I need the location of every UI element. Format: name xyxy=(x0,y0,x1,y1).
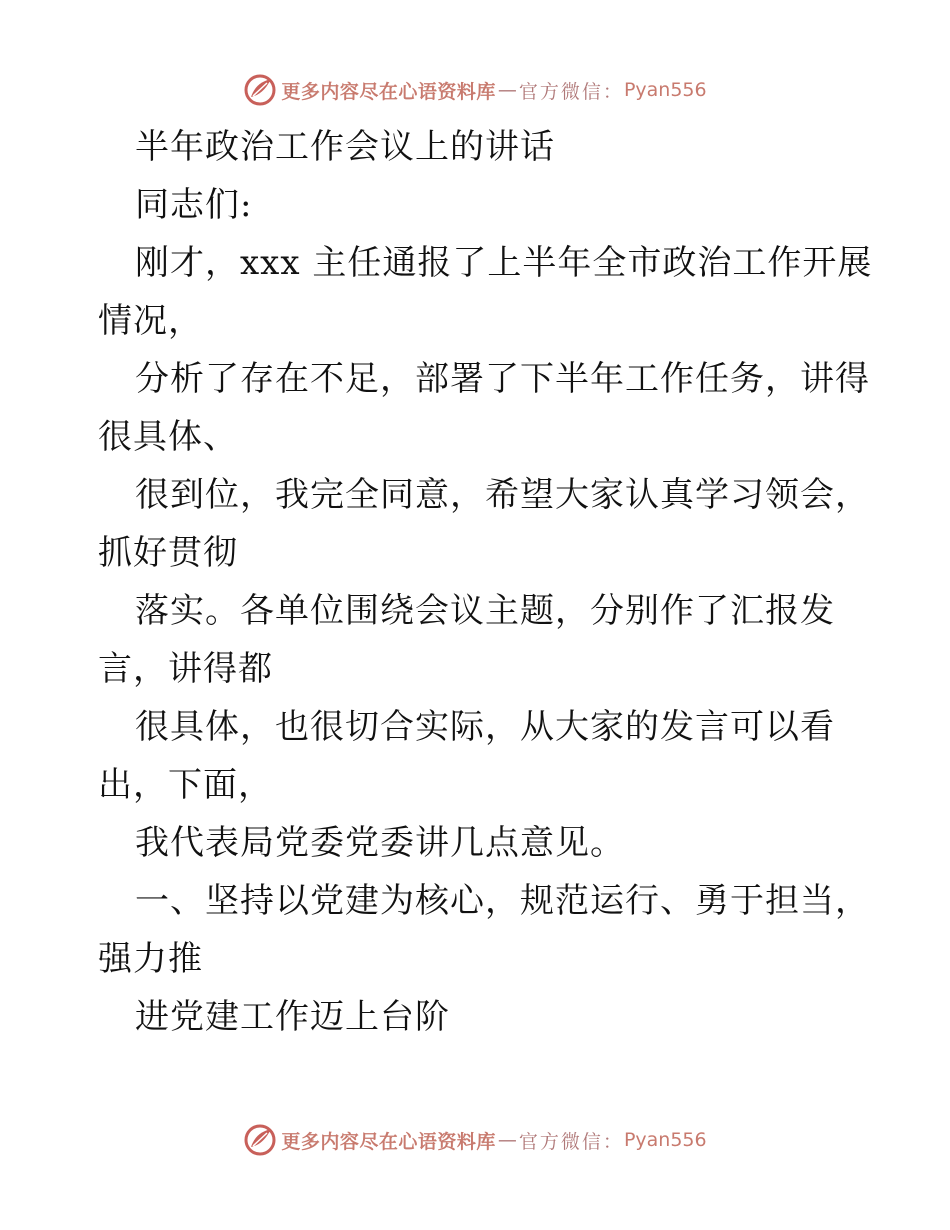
body-line: 很具体，也很切合实际，从大家的发言可以看 xyxy=(135,707,835,747)
body-line: 落实。各单位围绕会议主题，分别作了汇报发 xyxy=(135,591,835,631)
section-heading-continued: 强力推 xyxy=(98,939,203,979)
leaf-logo-icon xyxy=(243,1123,277,1157)
banner-wechat-label: 官方微信： xyxy=(518,80,624,103)
banner-wechat-id: Pyan556 xyxy=(623,1129,707,1151)
section-heading-continued: 进党建工作迈上台阶 xyxy=(135,997,450,1037)
banner-dash: — xyxy=(497,79,517,101)
banner-wechat-id: Pyan556 xyxy=(623,79,707,101)
document-title: 半年政治工作会议上的讲话 xyxy=(135,127,555,167)
body-line: 出，下面， xyxy=(98,765,273,805)
body-line: 分析了存在不足，部署了下半年工作任务，讲得 xyxy=(135,359,870,399)
footer-banner xyxy=(0,1120,950,1160)
header-banner xyxy=(0,70,950,110)
body-line: 很具体、 xyxy=(98,417,238,457)
body-line: 情况， xyxy=(98,301,203,341)
salutation: 同志们: xyxy=(135,185,253,225)
section-heading: 一、坚持以党建为核心，规范运行、勇于担当， xyxy=(135,881,870,921)
body-line: 抓好贯彻 xyxy=(98,533,238,573)
body-line: 我代表局党委党委讲几点意见。 xyxy=(135,823,625,863)
body-line: 刚才，xxx 主任通报了上半年全市政治工作开展 xyxy=(135,243,873,283)
banner-dash: — xyxy=(497,1129,517,1151)
banner-wechat-label: 官方微信： xyxy=(518,1130,624,1153)
banner-main-text: 更多内容尽在心语资料库 xyxy=(281,80,496,103)
body-line: 言，讲得都 xyxy=(98,649,273,689)
banner-main-text: 更多内容尽在心语资料库 xyxy=(281,1130,496,1153)
document-body xyxy=(98,118,873,1046)
body-line: 很到位，我完全同意，希望大家认真学习领会， xyxy=(135,475,870,515)
leaf-logo-icon xyxy=(243,73,277,107)
